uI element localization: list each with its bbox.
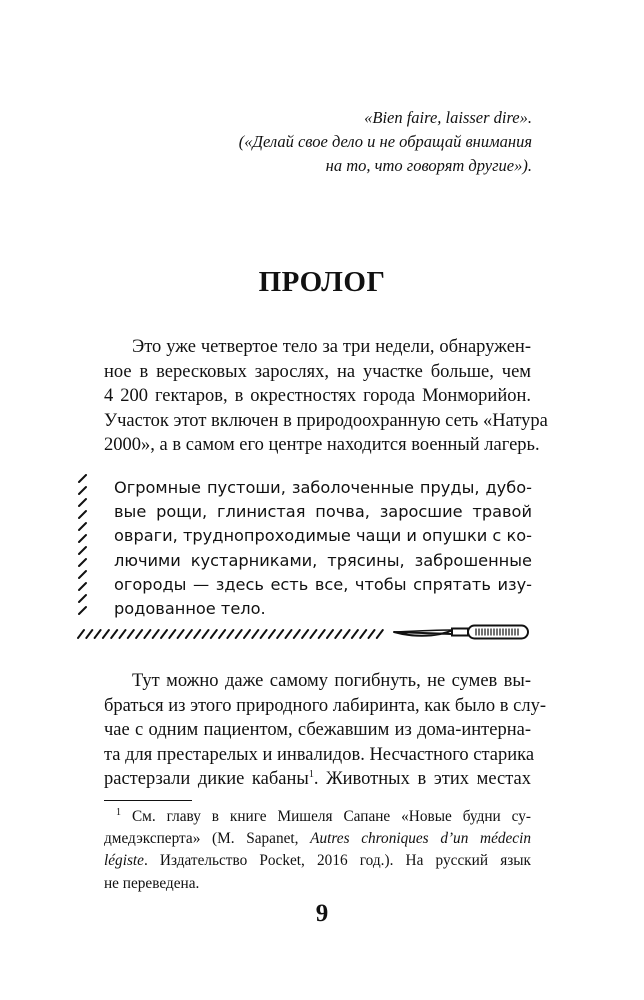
epigraph-line: на то, что говорят другие»). (325, 156, 532, 175)
text-line (104, 806, 531, 828)
epigraph (239, 106, 532, 178)
footnote (104, 806, 531, 895)
text-fragment: См. главу в книге Мишеля Сапане «Новые будни су- (131, 808, 532, 825)
text-line: браться из этого природного лабиринта, как было в слу- (104, 695, 546, 716)
paragraph-2 (104, 669, 546, 792)
footnote-reference[interactable]: 1 (308, 769, 314, 781)
text-line: вые рощи, глинистая почва, заросшие травой (114, 502, 532, 522)
text-line: Участок этот включен в природоохранную сеть «Натура (104, 410, 548, 431)
page-number: 9 (315, 900, 329, 927)
text-line: лючими кустарниками, трясины, заброшенные (114, 550, 532, 570)
footnote-divider (104, 800, 192, 801)
footnote-marker: 1 (116, 806, 121, 818)
callout-text (114, 476, 532, 621)
text-fragment: . Издательство Pocket, 2016 год.). На русский язык (143, 852, 531, 870)
text-line: 2000», а в самом его центре находится военный лагерь. (104, 435, 540, 456)
text-line: Огромные пустоши, заболоченные пруды, дубо- (114, 478, 532, 497)
text-fragment: дмедэксперта» (M. Sapanet, (104, 830, 311, 848)
text-line: не переведена. (104, 874, 200, 892)
sidebar-callout (76, 470, 533, 642)
text-line: овраги, труднопроходимые чащи и опушки с ко- (114, 526, 532, 546)
text-fragment: растерзали дикие кабаны (104, 769, 309, 790)
chapter-title: ПРОЛОГ (258, 266, 386, 298)
text-line (104, 767, 531, 792)
text-line: 4 200 гектаров, в окрестностях города Монморийон. (104, 386, 531, 407)
text-line: Тут можно даже самому погибнуть, не сумев вы- (132, 671, 531, 691)
text-line: ное в вересковых зарослях, на участке больше, чем (104, 361, 531, 382)
text-line: родованное тело. (114, 598, 266, 618)
text-line: чае с одним пациентом, сбежавшим из дома-интерна- (104, 720, 531, 741)
text-line (104, 850, 531, 872)
book-title-fragment: légiste (104, 852, 144, 870)
book-title-fragment: Autres chroniques d’un médecin (310, 830, 531, 848)
text-line (104, 828, 531, 850)
hatch-border-bottom (76, 628, 386, 640)
text-fragment: . Животных в этих местах (313, 769, 531, 790)
scalpel-icon (392, 620, 532, 644)
hatch-border-left (76, 474, 90, 624)
text-line: Это уже четвертое тело за три недели, обнаружен- (132, 337, 531, 357)
paragraph-1 (104, 335, 548, 458)
epigraph-line: («Делай свое дело и не обращай внимания (238, 132, 532, 151)
text-line: огороды — здесь есть все, чтобы спрятать изу- (114, 574, 532, 594)
text-line: та для престарелых и инвалидов. Несчастного старика (104, 744, 535, 765)
epigraph-line: «Bien faire, laisser dire». (364, 108, 532, 127)
